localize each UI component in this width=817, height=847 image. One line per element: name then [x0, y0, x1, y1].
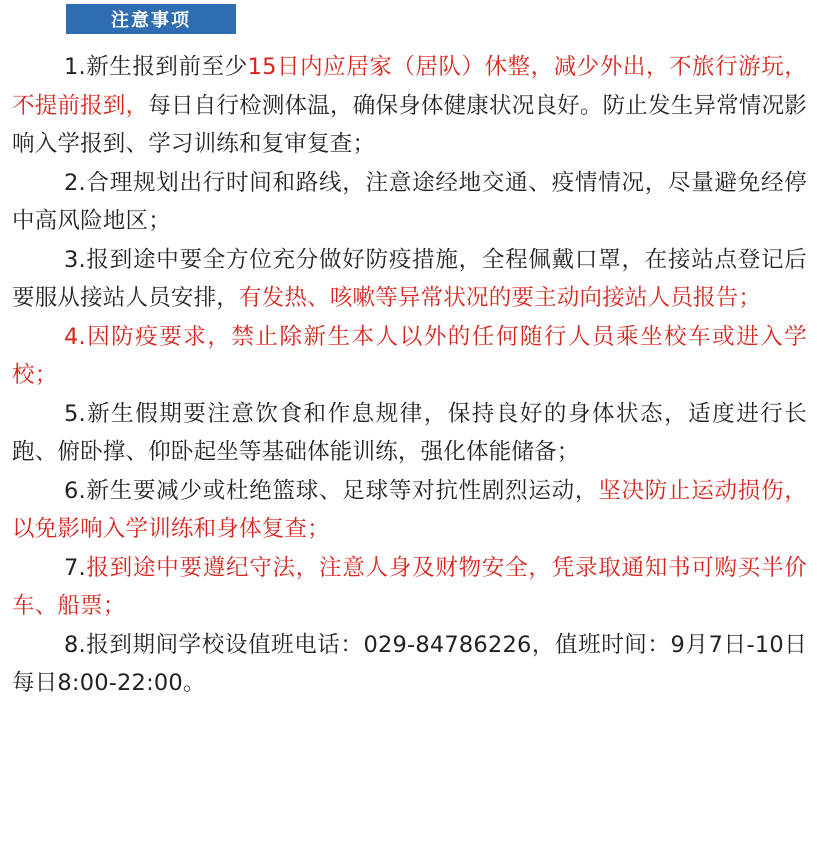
- notice-item-6: [12, 472, 807, 549]
- notice-item-4: [12, 318, 807, 395]
- notice-item-2: [12, 164, 807, 241]
- section-title-badge: [66, 4, 236, 34]
- notice-list: [12, 48, 807, 703]
- notice-item-8-text: 8.报到期间学校设值班电话：029-84786226，值班时间：9月7日-10日每日8:00-22:00。: [12, 631, 807, 696]
- notice-item-6-text: 6.新生要减少或杜绝篮球、足球等对抗性剧烈运动，: [64, 477, 599, 504]
- notice-item-7-text: 7.: [64, 554, 86, 581]
- notice-item-5-text: 5.新生假期要注意饮食和作息规律，保持良好的身体状态，适度进行长跑、俯卧撑、仰卧起坐等基础体能训练，强化体能储备；: [12, 400, 807, 465]
- notice-item-7: [12, 549, 807, 626]
- notice-item-1-text-end: 每日自行检测体温，确保身体健康状况良好。防止发生异常情况影响入学报到、学习训练和复审复查；: [12, 92, 807, 157]
- notice-item-6-highlight: 坚决防止运动损伤，以免影响入学训练和身体复查；: [12, 477, 807, 542]
- notice-item-3: [12, 241, 807, 318]
- notice-item-5: [12, 395, 807, 472]
- notice-item-8: [12, 626, 807, 703]
- notice-item-1-text: 1.新生报到前至少: [64, 54, 248, 80]
- notice-item-1-highlight: 15日内应居家（居队）休整，减少外出，不旅行游玩，不提前报到，: [12, 54, 807, 119]
- section-title: 注意事项: [111, 10, 191, 31]
- notice-item-7-highlight: 报到途中要遵纪守法，注意人身及财物安全，凭录取通知书可购买半价车、船票；: [12, 554, 807, 619]
- notice-item-3-text: 3.报到途中要全方位充分做好防疫措施，全程佩戴口罩，在接站点登记后要服从接站人员安排，: [12, 246, 807, 311]
- notice-item-3-highlight: 有发热、咳嗽等异常状况的要主动向接站人员报告；: [239, 285, 762, 311]
- notice-item-4-highlight: 4.因防疫要求，禁止除新生本人以外的任何随行人员乘坐校车或进入学校；: [12, 323, 807, 388]
- notice-item-1: [12, 48, 807, 164]
- notice-item-2-text: 2.合理规划出行时间和路线，注意途经地交通、疫情情况，尽量避免经停中高风险地区；: [12, 169, 807, 234]
